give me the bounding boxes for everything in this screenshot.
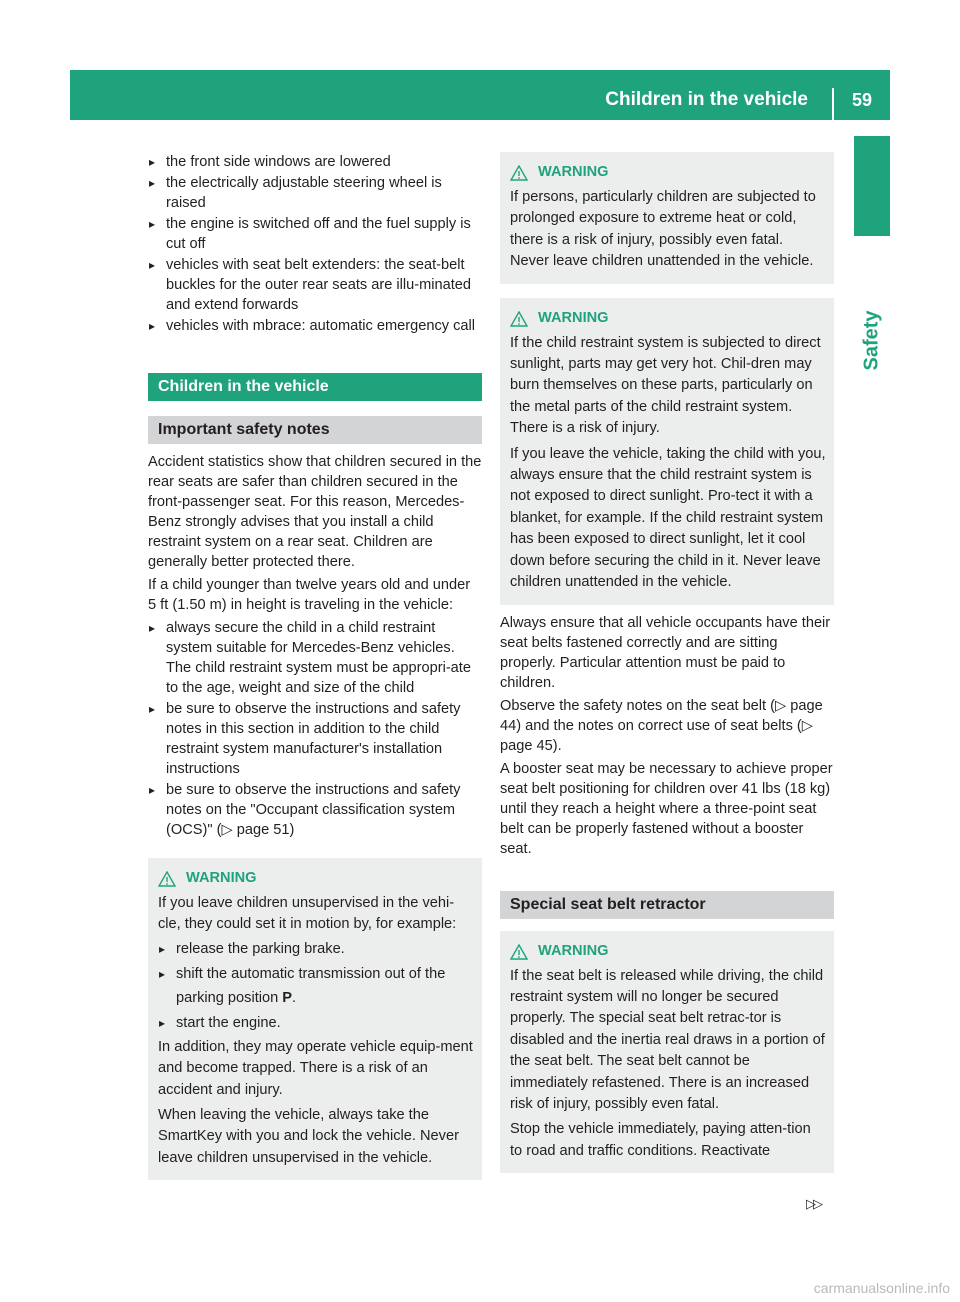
warning-box <box>148 858 482 1180</box>
intro-bullet-list <box>148 152 482 336</box>
warning-title: WARNING <box>186 870 257 887</box>
warning-triangle-icon <box>158 871 176 887</box>
warning-intro: If you leave children unsupervised in the vehi-cle, they could set it in motion by, for example: <box>158 895 457 933</box>
page-header <box>70 70 890 120</box>
warning-paragraph: When leaving the vehicle, always take the SmartKey with you and lock the vehicle. Never leave children unsupervised in the vehicle. <box>158 1107 459 1166</box>
list-item: ▸ the engine is switched off and the fuel supply is cut off <box>148 214 482 254</box>
warning-title: WARNING <box>538 164 609 181</box>
section-title: Children in the vehicle <box>148 373 482 401</box>
continue-arrows-icon: ▷▷ <box>806 1196 820 1211</box>
left-column <box>148 152 482 1180</box>
list-item: ▸ the electrically adjustable steering wheel is raised <box>148 173 482 213</box>
list-item: ▸ always secure the child in a child restraint system suitable for Mercedes-Benz vehicles. The child restraint system must be appropri-ate to the age, weight and size of the child <box>148 618 482 698</box>
list-item: ▸ the front side windows are lowered <box>148 152 482 172</box>
header-title: Children in the vehicle <box>605 89 808 110</box>
gear-position: P <box>282 989 293 1006</box>
warning-heading <box>510 308 826 330</box>
warning-title: WARNING <box>538 309 609 326</box>
list-item: ▸ start the engine. <box>158 1011 474 1035</box>
list-item: ▸ be sure to observe the instructions and safety notes on the "Occupant classification system (OCS)" (▷ page 51) <box>148 780 482 840</box>
paragraph: If a child younger than twelve years old and under 5 ft (1.50 m) in height is traveling in the vehicle: <box>148 577 471 613</box>
warning-heading <box>510 941 826 963</box>
warning-bullet-list <box>158 937 474 1035</box>
warning-paragraph: If the seat belt is released while driving, the child restraint system will no longer be secured properly. The special seat belt retrac-tor is disabled and the inertia real draws in a portion of the seat belt. The seat belt cannot be immediately refastened. There is an increased risk of injury, possibly even fatal. <box>510 967 825 1112</box>
side-tab-label[interactable] <box>854 300 890 380</box>
warning-paragraph: If the child restraint system is subjected to direct sunlight, parts may get very hot. Chil-dren may burn themselves on these parts, particularly on the metal parts of the child restraint system. There is a risk of injury. <box>510 334 821 437</box>
side-tab-text: Safety <box>860 309 883 371</box>
list-item-end: . <box>292 989 297 1006</box>
warning-box <box>500 152 834 284</box>
warning-paragraph: In addition, they may operate vehicle equip-ment and become trapped. There is a risk of an accident and injury. <box>158 1038 473 1098</box>
paragraph: Accident statistics show that children secured in the rear seats are safer than children secured in the front-passenger seat. For this reason, Mercedes-Benz strongly advises that you install a child restraint system on a rear seat. Children are generally better protected there. <box>148 454 482 570</box>
safety-bullet-list <box>148 618 482 840</box>
warning-paragraph: If persons, particularly children are subjected to prolonged exposure to extreme heat or cold, there is a risk of injury, possibly even fatal. Never leave children unattended in the vehicle. <box>510 189 816 270</box>
paragraph: Always ensure that all vehicle occupants have their seat belts fastened correctly and are sitting properly. Particular attention must be paid to children. <box>500 614 831 691</box>
list-item: ▸ vehicles with mbrace: automatic emergency call <box>148 316 482 336</box>
list-item: ▸ release the parking brake. <box>158 937 474 961</box>
watermark: carmanualsonline.info <box>813 1280 950 1296</box>
warning-paragraph: If you leave the vehicle, taking the child with you, always ensure that the child restraint system is not exposed to direct sunlight. Pro-tect it with a blanket, for example. If the child restraint system has been exposed to direct sunlight, let it cool down before securing the child in it. Never leave children unattended in the vehicle. <box>510 445 826 591</box>
list-item: ▸ vehicles with seat belt extenders: the seat-belt buckles for the outer rear seats are illu-minated and extend forwards <box>148 255 482 315</box>
warning-heading <box>158 868 474 890</box>
list-item: ▸ be sure to observe the instructions and safety notes in this section in addition to the child restraint system manufacturer's installation instructions <box>148 699 482 779</box>
side-tab-bar <box>854 136 890 1170</box>
page-number: 59 <box>851 90 873 110</box>
list-item <box>158 962 474 1010</box>
warning-triangle-icon <box>510 311 528 327</box>
side-tab-marker <box>854 136 890 236</box>
warning-box <box>500 931 834 1174</box>
warning-triangle-icon <box>510 944 528 960</box>
paragraph: Observe the safety notes on the seat belt (▷ page 44) and the notes on correct use of seat belts (▷ page 45). <box>500 697 823 754</box>
warning-heading <box>510 162 826 184</box>
warning-triangle-icon <box>510 165 528 181</box>
subsection-title: Important safety notes <box>148 416 482 444</box>
subsection-title: Special seat belt retractor <box>500 891 834 919</box>
right-column <box>500 152 834 1173</box>
warning-paragraph: Stop the vehicle immediately, paying atten-tion to road and traffic conditions. Reactivate <box>510 1121 811 1159</box>
warning-box <box>500 298 834 605</box>
paragraph: A booster seat may be necessary to achieve proper seat belt positioning for children over 41 lbs (18 kg) until they reach a height where a three-point seat belt can be properly fastened without a booster seat. <box>500 760 833 857</box>
list-item-text: shift the automatic transmission out of the parking position <box>176 965 446 1006</box>
warning-title: WARNING <box>538 942 609 959</box>
